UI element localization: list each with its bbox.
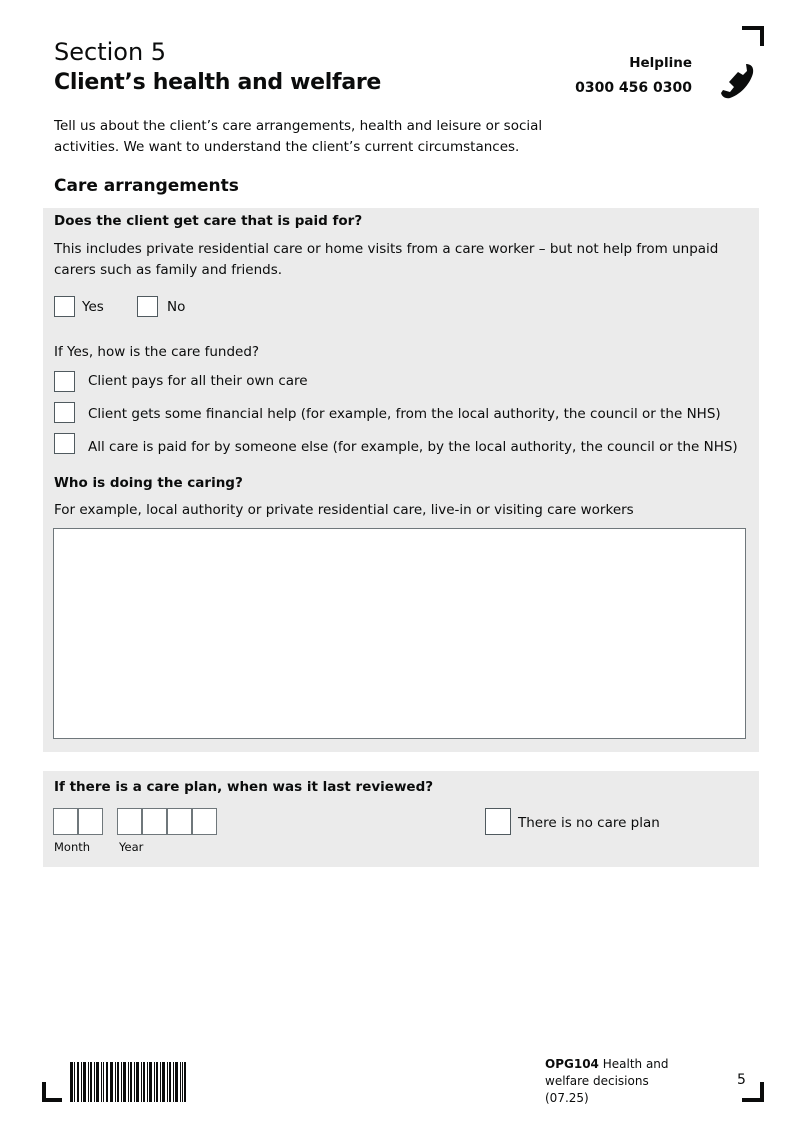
year-digit-box[interactable] [117, 808, 142, 835]
corner-mark-bottom-right-h [742, 1098, 764, 1102]
no-care-plan-label: There is no care plan [518, 815, 660, 831]
barcode-icon [70, 1062, 186, 1102]
carer-textarea[interactable] [53, 528, 746, 739]
funding-option-checkbox[interactable] [54, 371, 75, 392]
page-number: 5 [737, 1072, 746, 1088]
funding-question: If Yes, how is the care funded? [54, 344, 260, 360]
intro-text: Tell us about the client’s care arrangements, health and leisure or social activities. We want to understand the client’s current circumstances. [54, 118, 543, 155]
year-digit-box[interactable] [142, 808, 167, 835]
paid-care-question: Does the client get care that is paid for? [54, 213, 363, 229]
paid-care-no-checkbox[interactable] [137, 296, 158, 317]
helpline-number: 0300 456 0300 [575, 80, 692, 96]
month-label: Month [54, 840, 91, 854]
year-digit-box[interactable] [167, 808, 192, 835]
funding-option-checkbox[interactable] [54, 433, 75, 454]
paid-care-hint: This includes private residential care or home visits from a care worker – but not help from unpaid carers such as family and friends. [54, 241, 719, 278]
year-label: Year [119, 840, 144, 854]
year-digit-box[interactable] [192, 808, 217, 835]
corner-mark-bottom-left-h [42, 1098, 62, 1102]
form-name: Health and welfare decisions (07.25) [545, 1057, 669, 1105]
funding-option-checkbox[interactable] [54, 402, 75, 423]
care-arrangements-heading: Care arrangements [54, 176, 239, 196]
form-reference [545, 1056, 695, 1107]
carer-question: Who is doing the caring? [54, 475, 243, 491]
helpline-label: Helpline [629, 55, 692, 71]
paid-care-no-label: No [167, 299, 186, 315]
carer-hint: For example, local authority or private residential care, live-in or visiting care workers [54, 502, 634, 518]
form-code: OPG104 [545, 1057, 599, 1071]
no-care-plan-checkbox[interactable] [485, 808, 511, 835]
month-digit-box[interactable] [78, 808, 103, 835]
phone-icon [720, 62, 756, 100]
funding-option-label: Client pays for all their own care [88, 373, 308, 389]
section-title: Client’s health and welfare [54, 70, 382, 95]
section-number: Section 5 [54, 38, 167, 66]
month-digit-box[interactable] [53, 808, 78, 835]
care-plan-question: If there is a care plan, when was it last reviewed? [54, 779, 434, 795]
corner-mark-top-right-v [760, 26, 764, 46]
funding-option-label: Client gets some financial help (for example, from the local authority, the council or the NHS) [88, 406, 721, 422]
paid-care-yes-checkbox[interactable] [54, 296, 75, 317]
funding-option-label: All care is paid for by someone else (for example, by the local authority, the council or the NHS) [88, 439, 738, 455]
paid-care-yes-label: Yes [82, 299, 104, 315]
